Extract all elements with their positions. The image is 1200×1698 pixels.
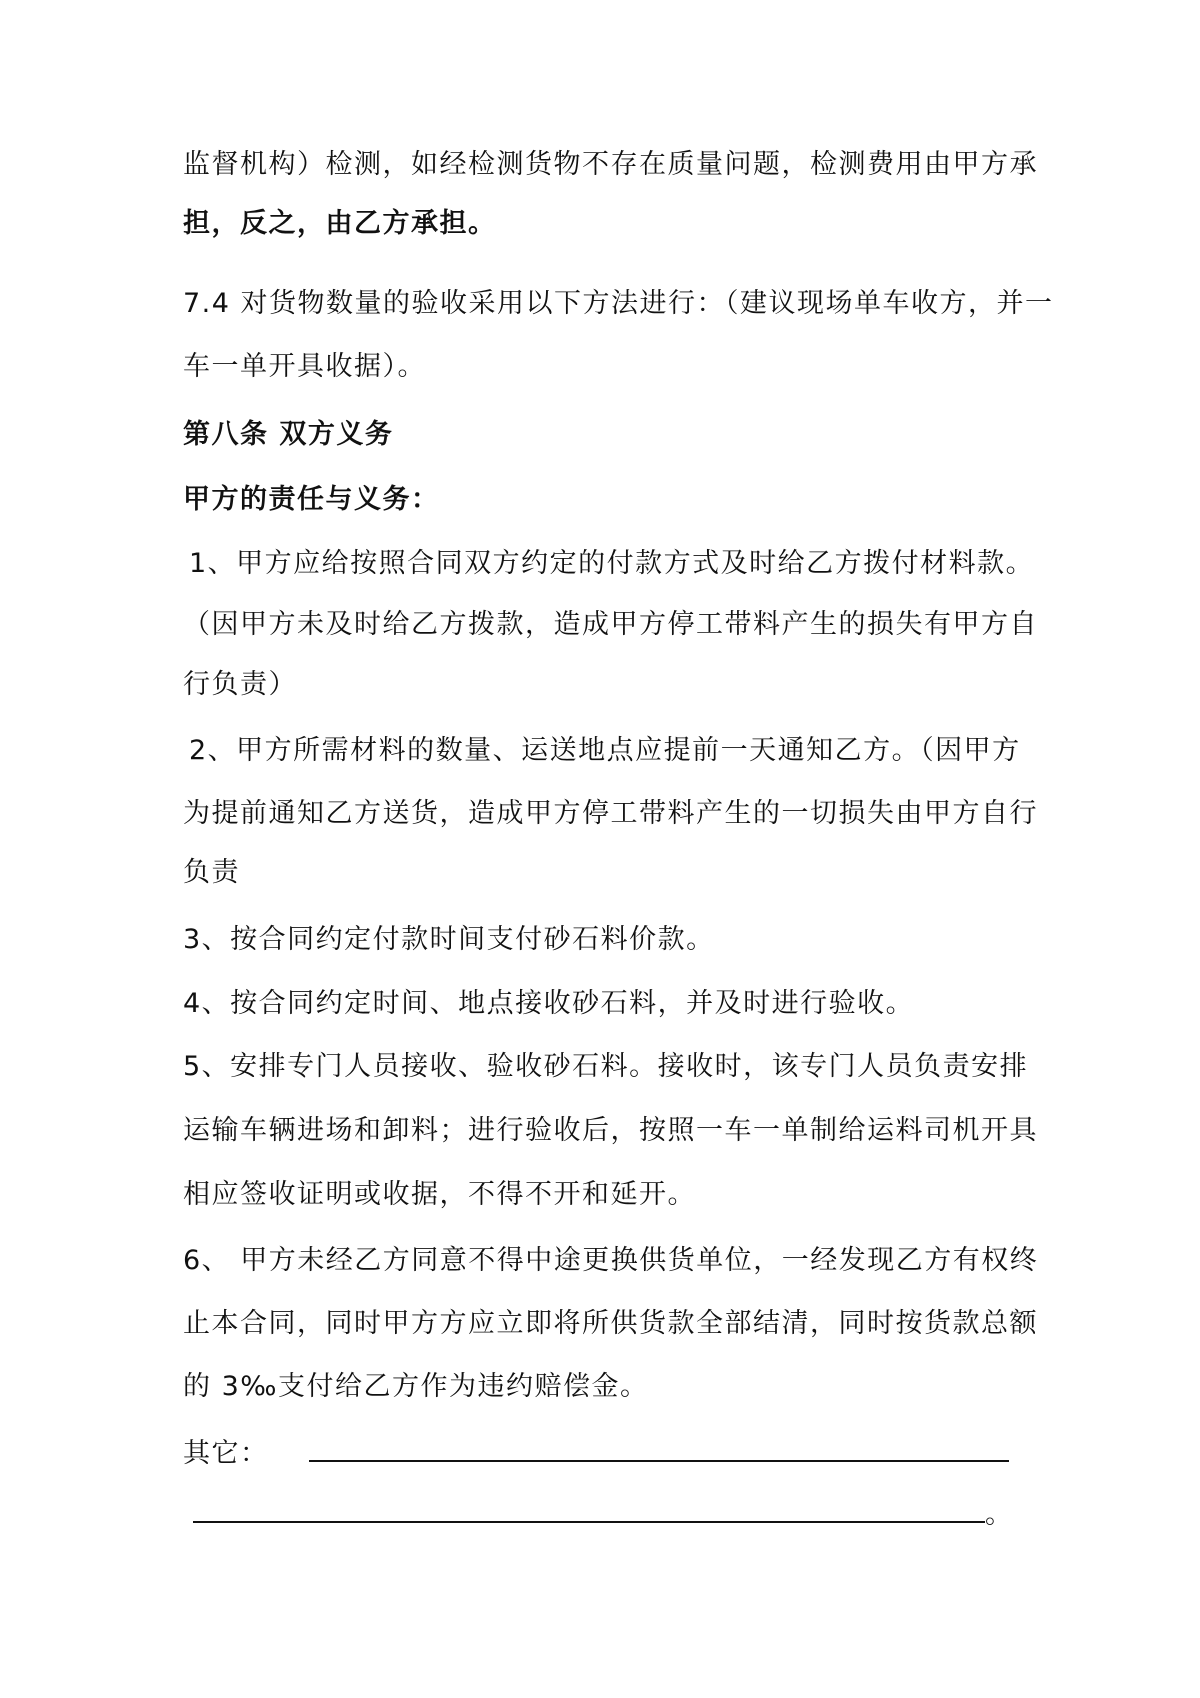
paragraph-line: 担，反之，由乙方承担。: [183, 208, 497, 239]
other-row-continued: [193, 1495, 1014, 1532]
paragraph-line: 运输车辆进场和卸料；进行验收后，按照一车一单制给运料司机开具: [183, 1115, 1038, 1146]
list-item: 5、安排专门人员接收、验收砂石料。接收时，该专门人员负责安排: [183, 1051, 1029, 1082]
paragraph-line: 为提前通知乙方送货，造成甲方停工带料产生的一切损失由甲方自行: [183, 798, 1038, 829]
subsection-heading: 甲方的责任与义务：: [183, 484, 440, 515]
fill-in-blank-line[interactable]: [193, 1495, 985, 1523]
paragraph-line: 行负责）: [183, 669, 297, 700]
list-item: 2、甲方所需材料的数量、运送地点应提前一天通知乙方。（因甲方: [189, 735, 1021, 766]
paragraph-line: 7.4 对货物数量的验收采用以下方法进行：（建议现场单车收方，并一: [183, 288, 1054, 319]
paragraph-line: 止本合同，同时甲方方应立即将所供货款全部结清，同时按货款总额: [183, 1308, 1038, 1339]
paragraph-line: 监督机构）检测，如经检测货物不存在质量问题，检测费用由甲方承: [183, 149, 1038, 180]
other-row: [183, 1434, 1009, 1471]
paragraph-line: 的 3‰支付给乙方作为违约赔偿金。: [183, 1371, 649, 1402]
list-item: 3、按合同约定付款时间支付砂石料价款。: [183, 924, 715, 955]
list-item: 1、甲方应给按照合同双方约定的付款方式及时给乙方拨付材料款。: [189, 548, 1035, 579]
other-label: 其它：: [183, 1438, 269, 1469]
fill-in-blank-line[interactable]: [309, 1434, 1009, 1462]
section-heading: 第八条 双方义务: [183, 419, 394, 450]
paragraph-line: 负责: [183, 857, 240, 888]
list-item: 6、 甲方未经乙方同意不得中途更换供货单位，一经发现乙方有权终: [183, 1245, 1039, 1276]
list-item: 4、按合同约定时间、地点接收砂石料，并及时进行验收。: [183, 988, 915, 1019]
paragraph-line: 相应签收证明或收据，不得不开和延开。: [183, 1179, 696, 1210]
paragraph-line: （因甲方未及时给乙方拨款，造成甲方停工带料产生的损失有甲方自: [183, 609, 1038, 640]
paragraph-line: 车一单开具收据）。: [183, 351, 426, 382]
end-mark: 。: [985, 1499, 1014, 1530]
